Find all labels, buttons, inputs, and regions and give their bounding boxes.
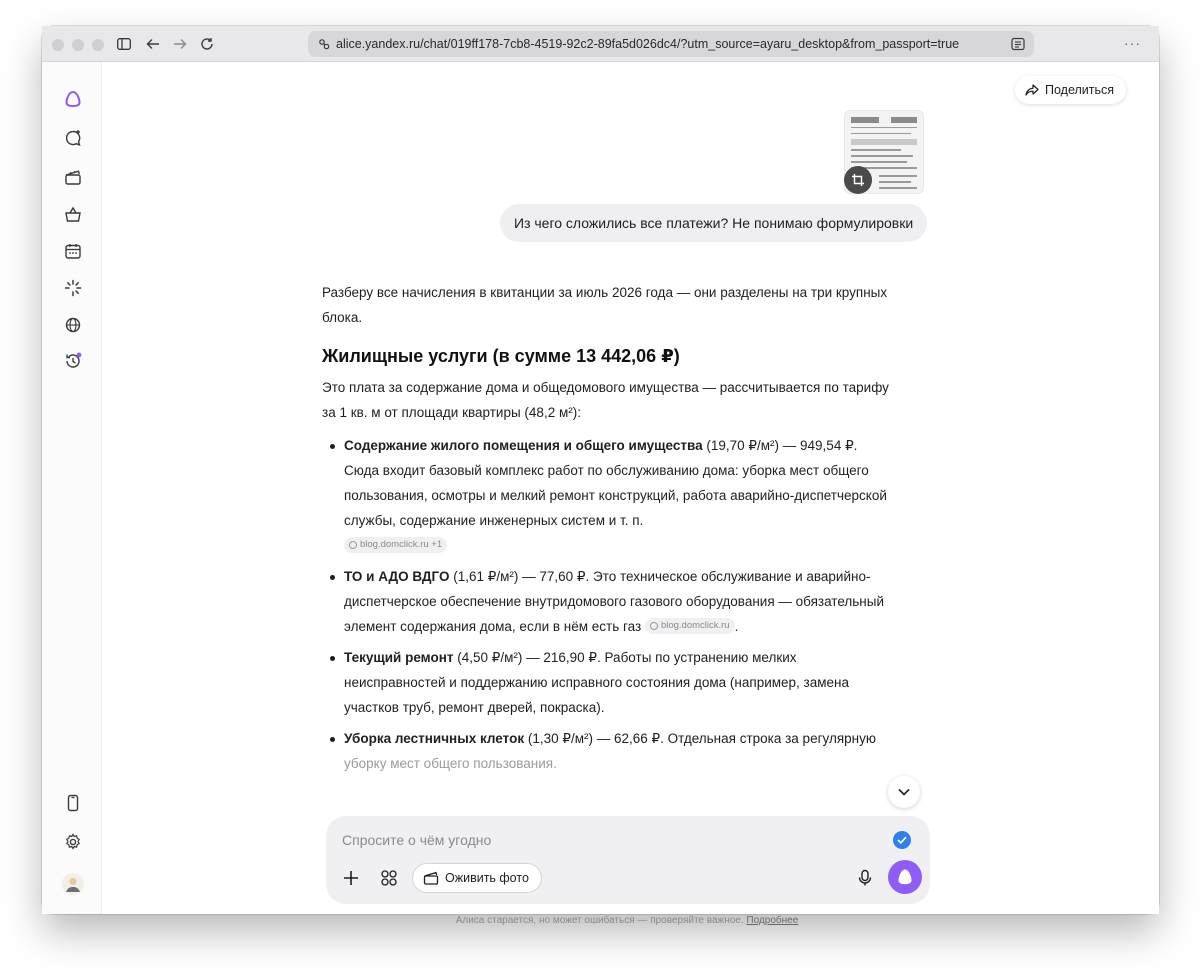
clapperboard-icon[interactable] bbox=[62, 166, 84, 188]
browser-window bbox=[42, 26, 1159, 926]
alice-send-button[interactable] bbox=[888, 860, 922, 894]
history-icon[interactable] bbox=[62, 350, 84, 372]
source-chip[interactable] bbox=[344, 537, 447, 553]
item-text: (19,70 ₽/м²) — 949,54 ₽. Сюда входит базовый комплекс работ по обслуживанию дома: уборка мест общего пользования, осмотры и мелкий ремонт конструкций, работа аварийно-диспетчерской службы, содержание инженерных систем и т. п. bbox=[344, 438, 887, 528]
answer-intro: Разберу все начисления в квитанции за июль 2026 года — они разделены на три крупных блока. bbox=[322, 285, 888, 325]
url-text[interactable]: alice.yandex.ru/chat/019ff178-7cb8-4519-92c2-89fa5d026dc4/?utm_source=ayaru_desktop&from_passport=true bbox=[336, 37, 960, 51]
apps-button[interactable] bbox=[374, 863, 404, 893]
verified-check-icon[interactable] bbox=[893, 831, 911, 849]
shopping-basket-icon[interactable] bbox=[62, 203, 84, 225]
section-title: Жилищные услуги (в сумме 13 442,06 ₽) bbox=[322, 346, 680, 366]
link-icon bbox=[650, 622, 658, 630]
window-minimize-dot[interactable] bbox=[72, 39, 84, 51]
chevron-down-icon bbox=[897, 787, 911, 797]
crop-icon[interactable] bbox=[844, 166, 872, 194]
item-title: Текущий ремонт bbox=[344, 650, 454, 665]
charges-list bbox=[322, 433, 892, 776]
avatar[interactable] bbox=[61, 872, 85, 896]
address-bar[interactable] bbox=[308, 31, 1034, 57]
disclaimer-text: Алиса старается, но может ошибаться — проверяйте важное. bbox=[455, 915, 744, 926]
apps-grid-icon bbox=[380, 869, 398, 887]
microphone-button[interactable] bbox=[850, 863, 880, 893]
source-chip[interactable] bbox=[645, 618, 735, 634]
user-message-bubble: Из чего сложились все платежи? Не понимаю формулировки bbox=[500, 204, 927, 242]
globe-search-icon[interactable] bbox=[62, 314, 84, 336]
phone-icon[interactable] bbox=[62, 792, 84, 814]
forward-arrow-icon[interactable] bbox=[170, 34, 190, 54]
sparkle-icon[interactable] bbox=[62, 277, 84, 299]
share-label: Поделиться bbox=[1045, 83, 1115, 97]
clapperboard-icon bbox=[423, 871, 439, 885]
item-text: (1,30 ₽/м²) — 62,66 ₽. Отдельная строка за регулярную bbox=[524, 731, 876, 746]
source-label: blog.domclick.ru bbox=[660, 620, 730, 631]
list-item bbox=[322, 726, 892, 776]
microphone-icon bbox=[857, 869, 873, 887]
chat-area bbox=[102, 62, 1159, 926]
animate-photo-label: Оживить фото bbox=[445, 871, 529, 885]
source-label: blog.domclick.ru +1 bbox=[360, 539, 443, 550]
site-settings-icon[interactable] bbox=[316, 36, 332, 52]
list-item bbox=[322, 564, 892, 639]
item-title: Содержание жилого помещения и общего имущества bbox=[344, 438, 703, 453]
window-zoom-dot[interactable] bbox=[92, 39, 104, 51]
calendar-icon[interactable] bbox=[62, 240, 84, 262]
more-menu-icon[interactable]: ··· bbox=[1124, 35, 1141, 51]
share-button[interactable] bbox=[1015, 76, 1126, 104]
section-intro: Это плата за содержание дома и общедомового имущества — рассчитывается по тарифу за 1 кв. м от площади квартиры (48,2 м²): bbox=[322, 380, 889, 420]
alice-logo-icon[interactable] bbox=[62, 88, 84, 110]
plus-icon bbox=[342, 869, 360, 887]
new-chat-icon[interactable] bbox=[62, 127, 84, 149]
more-info-link[interactable]: Подробнее bbox=[746, 915, 799, 926]
back-arrow-icon[interactable] bbox=[143, 34, 163, 54]
item-text: (1,61 ₽/м²) — 77,60 ₽. Это техническое обслуживание и аварийно-диспетчерское обеспечение внутридомового газового оборудования — обязательный элемент содержания дома, если в нём есть газ bbox=[344, 569, 884, 634]
item-title: ТО и АДО ВДГО bbox=[344, 569, 450, 584]
browser-titlebar bbox=[42, 26, 1159, 62]
alice-logo-icon bbox=[894, 866, 916, 888]
add-attachment-button[interactable] bbox=[336, 863, 366, 893]
link-icon bbox=[349, 541, 357, 549]
scroll-down-button[interactable] bbox=[888, 776, 920, 808]
message-composer[interactable] bbox=[326, 816, 930, 904]
message-input[interactable]: Спросите о чём угодно bbox=[342, 832, 492, 848]
reader-mode-icon[interactable] bbox=[1010, 36, 1026, 52]
reload-icon[interactable] bbox=[197, 34, 217, 54]
animate-photo-button[interactable] bbox=[412, 863, 542, 893]
window-close-dot[interactable] bbox=[52, 39, 64, 51]
item-tail: . bbox=[734, 619, 739, 634]
settings-gear-icon[interactable] bbox=[62, 831, 84, 853]
item-title: Уборка лестничных клеток bbox=[344, 731, 525, 746]
list-item bbox=[322, 433, 892, 558]
sidebar-toggle-icon[interactable] bbox=[114, 34, 134, 54]
item-text: (4,50 ₽/м²) — 216,90 ₽. Работы по устранению мелких неисправностей и поддержанию исправного состояния дома (например, замена участков труб, ремонт дверей, покраска). bbox=[344, 650, 849, 715]
item-faded-text: уборку мест общего пользования. bbox=[344, 756, 557, 771]
disclaimer-footer bbox=[322, 915, 932, 926]
share-arrow-icon bbox=[1025, 84, 1039, 96]
app-sidebar bbox=[42, 62, 102, 914]
assistant-answer bbox=[322, 280, 892, 782]
list-item bbox=[322, 645, 892, 720]
